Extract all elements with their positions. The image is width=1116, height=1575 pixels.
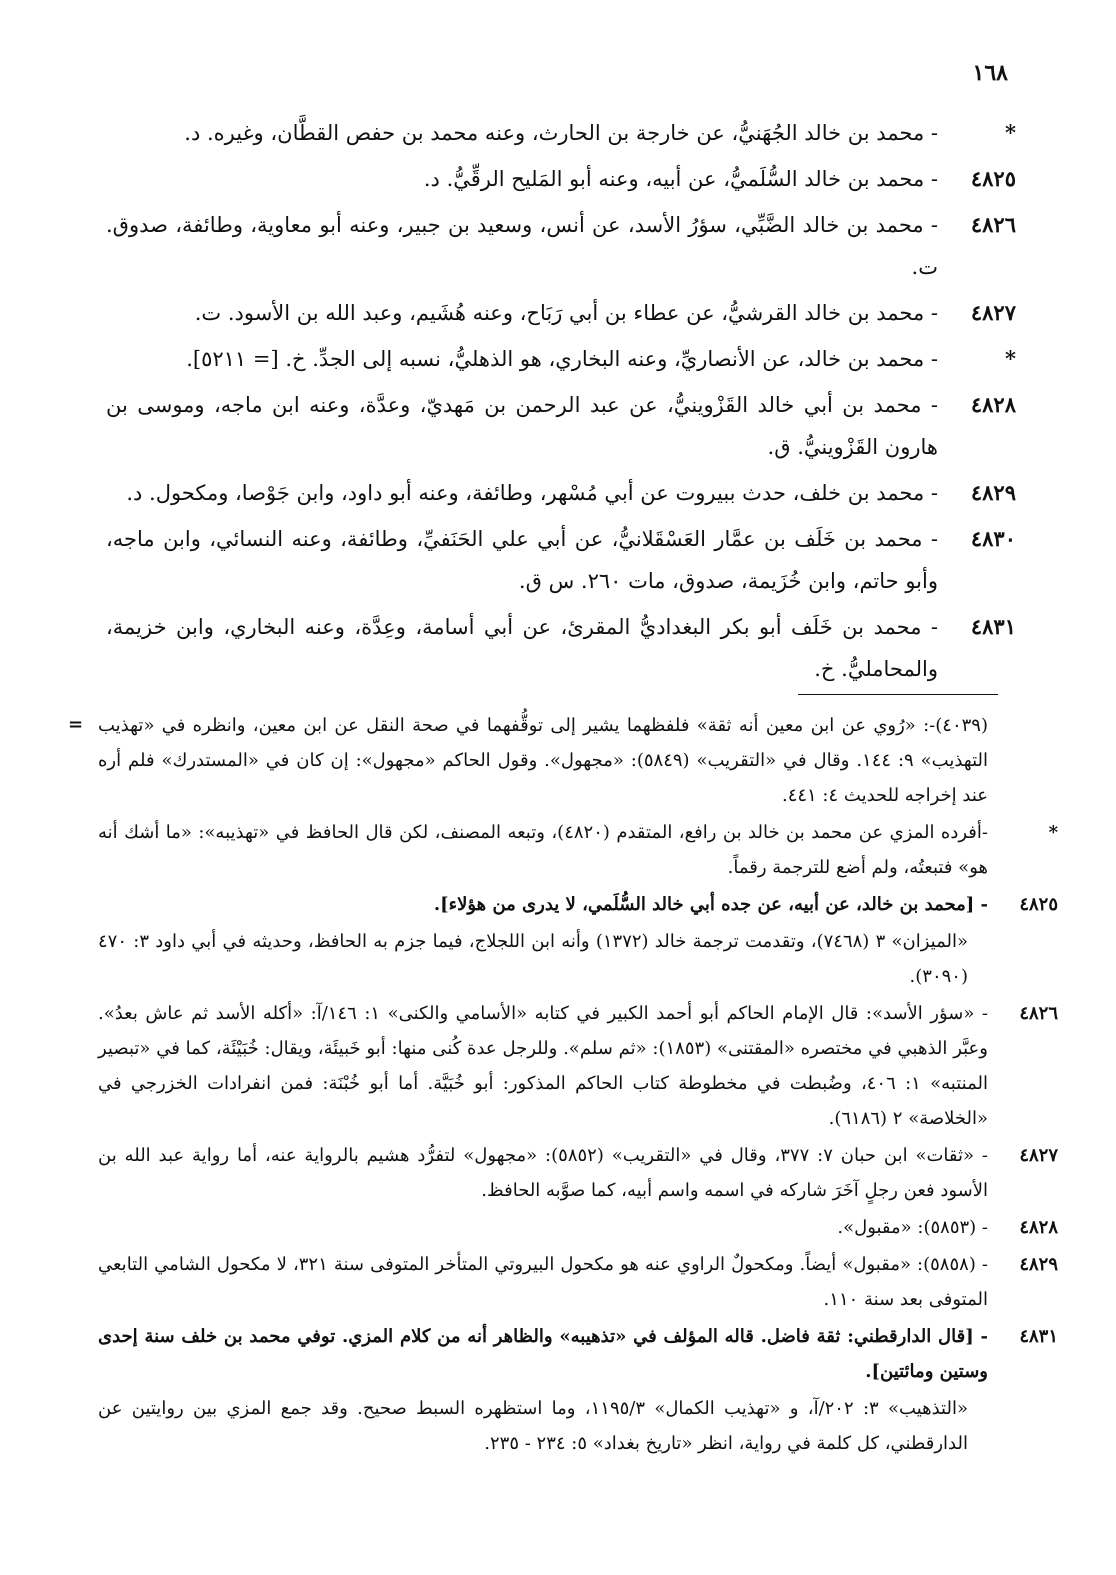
entry-text: - محمد بن خالد الضَّبِّي، سؤرُ الأسد، عن أنس، وسعيد بن جبير، وعنه أبو معاوية، وطائفة، صدوق. ت. [106,213,938,279]
footnote-text: - [قال الدارقطني: ثقة فاضل. قاله المؤلف في «تذهيبه» والظاهر أنه من كلام المزي. توفي محمد بن خلف سنة إحدى وستين ومائتين]. [98,1326,988,1382]
entry [106,472,1016,514]
footnote-continuation: «الميزان» ٣ (٧٤٦٨)، وتقدمت ترجمة خالد (١٣٧٢) وأنه ابن اللجلاج، فيما جزم به الحافظ، وحديثه في أبي داود ٣: ٤٧٠ (٣٠٩٠). [98,931,968,987]
entry-number: ٤٨٢٨ [970,392,1016,417]
entry-text: - محمد بن خَلَف أبو بكر البغداديُّ المقرئ، عن أبي أسامة، وعِدَّة، وعنه البخاري، وابن خزيمة، والمحامليُّ. خ. [106,615,938,681]
entry-text: - محمد بن خالد، عن الأنصاريِّ، وعنه البخاري، هو الذهليُّ، نسبه إلى الجدِّ. خ. [= ٥٢١١]. [186,347,938,371]
footnote-divider [798,694,998,695]
entry-number: ٤٨٣١ [970,614,1016,639]
entry [106,384,1016,468]
footnote-text: - (٥٨٥٣): «مقبول». [837,1217,988,1238]
entry-text: - محمد بن خالد الجُهَنيُّ، عن خارجة بن الحارث، وعنه محمد بن حفص القطَّان، وغيره. د. [184,121,938,145]
footnote [98,815,1058,885]
footnote-number: ٤٨٢٥ [1019,894,1058,915]
page-number: ١٦٨ [972,60,1008,86]
footnote-number: ٤٨٢٨ [1019,1217,1058,1238]
footnote-text: -أفرده المزي عن محمد بن خالد بن رافع، المتقدم (٤٨٢٠)، وتبعه المصنف، لكن قال الحافظ في «تهذيبه»: «ما أشك أنه هو» فتبعتُه، ولم أضع للترجمة رقماً. [98,822,988,878]
main-entries [106,112,1016,694]
entry [106,338,1016,380]
footnote-number: ٤٨٣١ [1019,1326,1058,1347]
footnote-number: * [1048,822,1058,843]
entry-number: ٤٨٢٩ [970,480,1016,505]
entry-number: ٤٨٢٧ [970,300,1016,325]
entry-text: - محمد بن خالد القرشيُّ، عن عطاء بن أبي رَبَاح، وعنه هُشَيم، وعبد الله بن الأسود. ت. [194,301,938,325]
continuation-marker: = [68,714,84,735]
entry-text: - محمد بن خلف، حدث ببيروت عن أبي مُسْهر، وطائفة، وعنه أبو داود، وابن جَوْصا، ومكحول. د. [126,481,938,505]
entry-number: ٤٨٢٦ [970,212,1016,237]
entry-text: - محمد بن خَلَف بن عمَّار العَسْقَلانيُّ، عن أبي علي الحَنَفيِّ، وطائفة، وعنه النسائي، وابن ماجه، وأبو حاتم، وابن خُزَيمة، صدوق، مات ٢٦٠. س ق. [106,527,938,593]
entry [106,292,1016,334]
entry-text: - محمد بن أبي خالد القَزْوينيُّ، عن عبد الرحمن بن مَهديّ، وعدَّة، وعنه ابن ماجه، وموسى بن هارون القَزْوينيُّ. ق. [106,393,938,459]
footnote-number: ٤٨٢٩ [1019,1254,1058,1275]
entry [106,518,1016,602]
footnote [98,1138,1058,1208]
entry-number: ٤٨٢٥ [970,166,1016,191]
footnote [98,708,1058,813]
footnote-number: ٤٨٢٦ [1019,1003,1058,1024]
entry-number: * [1005,346,1016,371]
footnote [98,996,1058,1136]
entry-number: * [1005,120,1016,145]
footnote-text: (٤٠٣٩)-: «رُوي عن ابن معين أنه ثقة» فلفظهما يشير إلى توقُّفهما في صحة النقل عن ابن معين، وانظره في «تهذيب التهذيب» ٩: ١٤٤. وقال في «التقريب» (٥٨٤٩): «مجهول». وقول الحاكم «مجهول»: إن كان في «المستدرك» فلم أره عند إخراجه للحديث ٤: ٤٤١. [98,715,988,806]
footnote-number: ٤٨٢٧ [1019,1145,1058,1166]
footnote [98,887,1058,922]
footnote-text: - [محمد بن خالد، عن أبيه، عن جده أبي خالد السُّلَمي، لا يدرى من هؤلاء]. [433,894,988,915]
entry-number: ٤٨٣٠ [970,526,1016,551]
footnote-text: - «ثقات» ابن حبان ٧: ٣٧٧، وقال في «التقريب» (٥٨٥٢): «مجهول» لتفرُّد هشيم بالرواية عنه، أما رواية عبد الله بن الأسود فعن رجلٍ آخَرَ شاركه في اسمه واسم أبيه، كما صوَّبه الحافظ. [98,1145,988,1201]
footnote-text: - «سؤر الأسد»: قال الإمام الحاكم أبو أحمد الكبير في كتابه «الأسامي والكنى» ١: ١٤٦/آ: «أكله الأسد ثم عاش بعدُ». وعبَّر الذهبي في مختصره «المقتنى» (١٨٥٣): «ثم سلم». وللرجل عدة كُنى منها: أبو خَبيئَة، ويقال: خُبَيْئَة، كما في «تبصير المنتبه» ١: ٤٠٦، وضُبطت في مخطوطة كتاب الحاكم المذكور: أبو خُبَيَّة. أما أبو خُبْنَة: فمن انفرادات الخزرجي في «الخلاصة» ٢ (٦١٨٦). [98,1003,988,1129]
footnote-continuation: «التذهيب» ٣: ٢٠٢/آ، و «تهذيب الكمال» ١١٩٥/٣، وما استظهره السبط صحيح. وقد جمع المزي بين روايتين عن الدارقطني، كل كلمة في رواية، انظر «تاريخ بغداد» ٥: ٢٣٤ - ٢٣٥. [98,1398,968,1454]
footnote-text: - (٥٨٥٨): «مقبول» أيضاً. ومكحولٌ الراوي عنه هو مكحول البيروتي المتأخر المتوفى سنة ٣٢١، لا مكحول الشامي التابعي المتوفى بعد سنة ١١٠. [98,1254,988,1310]
entry [106,204,1016,288]
entry [106,158,1016,200]
footnotes [98,708,1058,1463]
footnote [98,1247,1058,1317]
footnote [98,1210,1058,1245]
entry [106,112,1016,154]
entry-text: - محمد بن خالد السُّلَميُّ، عن أبيه، وعنه أبو المَليح الرقِّيُّ. د. [423,167,938,191]
entry [106,606,1016,690]
footnote [98,1319,1058,1389]
